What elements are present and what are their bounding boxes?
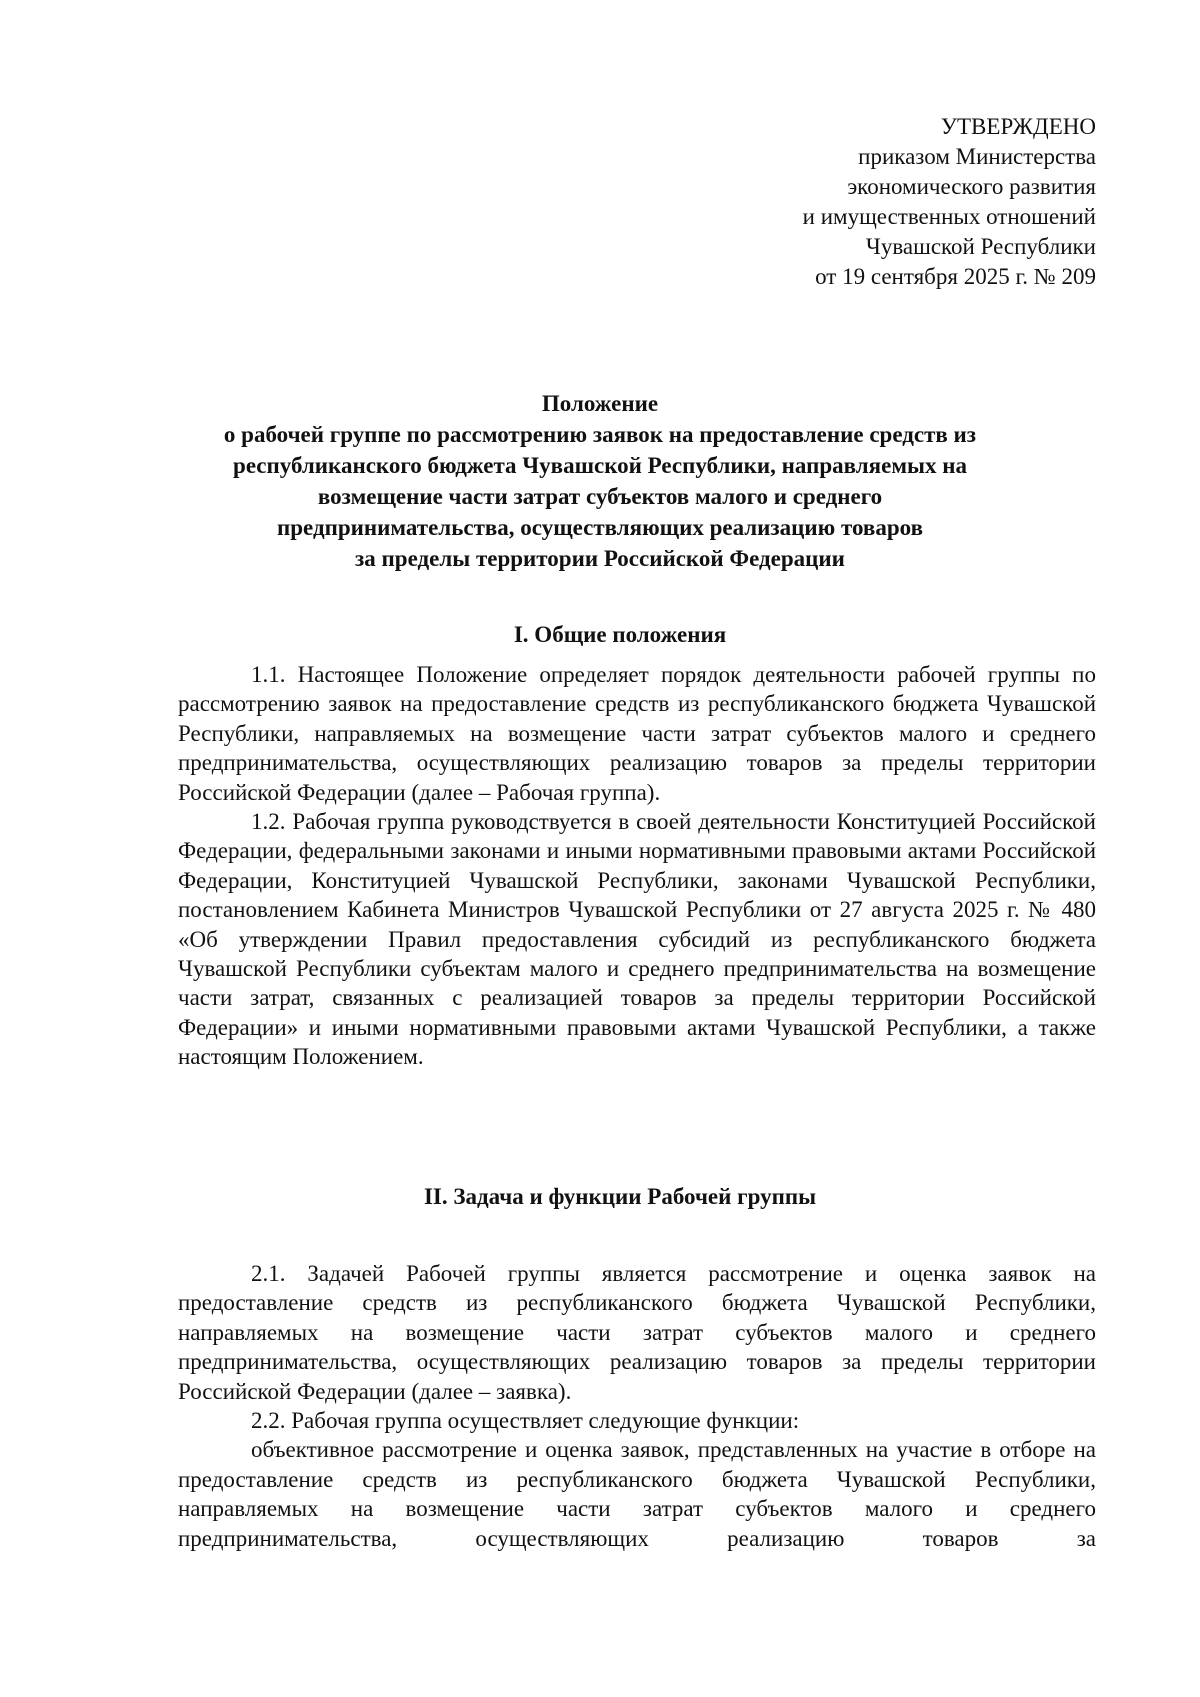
section-1-body [178, 660, 1096, 1072]
approval-stamp [803, 112, 1096, 292]
paragraph-1-2: 1.2. Рабочая группа руководствуется в своей деятельности Конституцией Российской Федерации, федеральными законами и иными нормативными правовыми актами Российской Федерации, Конституцией Чувашской Республики, законами Чувашской Республики, постановлением Кабинета Министров Чувашской Республики от 27 августа 2025 г. № 480 «Об утверждении Правил предоставления субсидий из республиканского бюджета Чувашской Республики субъектам малого и среднего предпринимательства на возмещение части затрат, связанных с реализацией товаров за пределы территории Российской Федерации» и иными нормативными правовыми актами Чувашской Республики, а также настоящим Положением. [178, 809, 1096, 1070]
paragraph-2-1: 2.1. Задачей Рабочей группы является рассмотрение и оценка заявок на предоставление средств из республиканского бюджета Чувашской Республики, направляемых на возмещение части затрат субъектов малого и среднего предпринимательства, осуществляющих реализацию товаров за пределы территории Российской Федерации (далее – заявка). [178, 1261, 1096, 1404]
approval-line-4: и имущественных отношений [802, 204, 1096, 229]
approval-line-5: Чувашской Республики [865, 234, 1096, 259]
approval-line-3: экономического развития [847, 174, 1096, 199]
title-line-4: возмещение части затрат субъектов малого и среднего [317, 484, 883, 509]
title-line-1: Положение [541, 391, 659, 416]
title-line-5: предпринимательства, осуществляющих реализацию товаров [277, 515, 923, 540]
paragraph-1-1: 1.1. Настоящее Положение определяет порядок деятельности рабочей группы по рассмотрению заявок на предоставление средств из республиканского бюджета Чувашской Республики, направляемых на возмещение части затрат субъектов малого и среднего предпринимательства, осуществляющих реализацию товаров за пределы территории Российской Федерации (далее – Рабочая группа). [178, 662, 1096, 805]
title-line-6: за пределы территории Российской Федерации [355, 546, 845, 571]
approval-line-2: приказом Министерства [858, 144, 1096, 169]
section-2-body [178, 1259, 1096, 1553]
document-title [140, 388, 1060, 574]
paragraph-2-2: 2.2. Рабочая группа осуществляет следующие функции: [251, 1408, 800, 1434]
section-2-heading: II. Задача и функции Рабочей группы [423, 1184, 817, 1209]
title-line-3: республиканского бюджета Чувашской Республики, направляемых на [233, 453, 967, 478]
approval-line-1: УТВЕРЖДЕНО [940, 114, 1096, 139]
title-line-2: о рабочей группе по рассмотрению заявок на предоставление средств из [223, 422, 977, 447]
approval-line-6: от 19 сентября 2025 г. № 209 [815, 264, 1096, 289]
paragraph-2-3: объективное рассмотрение и оценка заявок, представленных на участие в отборе на предоставление средств из республиканского бюджета Чувашской Республики, направляемых на возмещение части затрат субъектов малого и среднего предпринимательства, осуществляющих реализацию товаров за [178, 1437, 1096, 1551]
section-1-heading: I. Общие положения [513, 622, 727, 647]
